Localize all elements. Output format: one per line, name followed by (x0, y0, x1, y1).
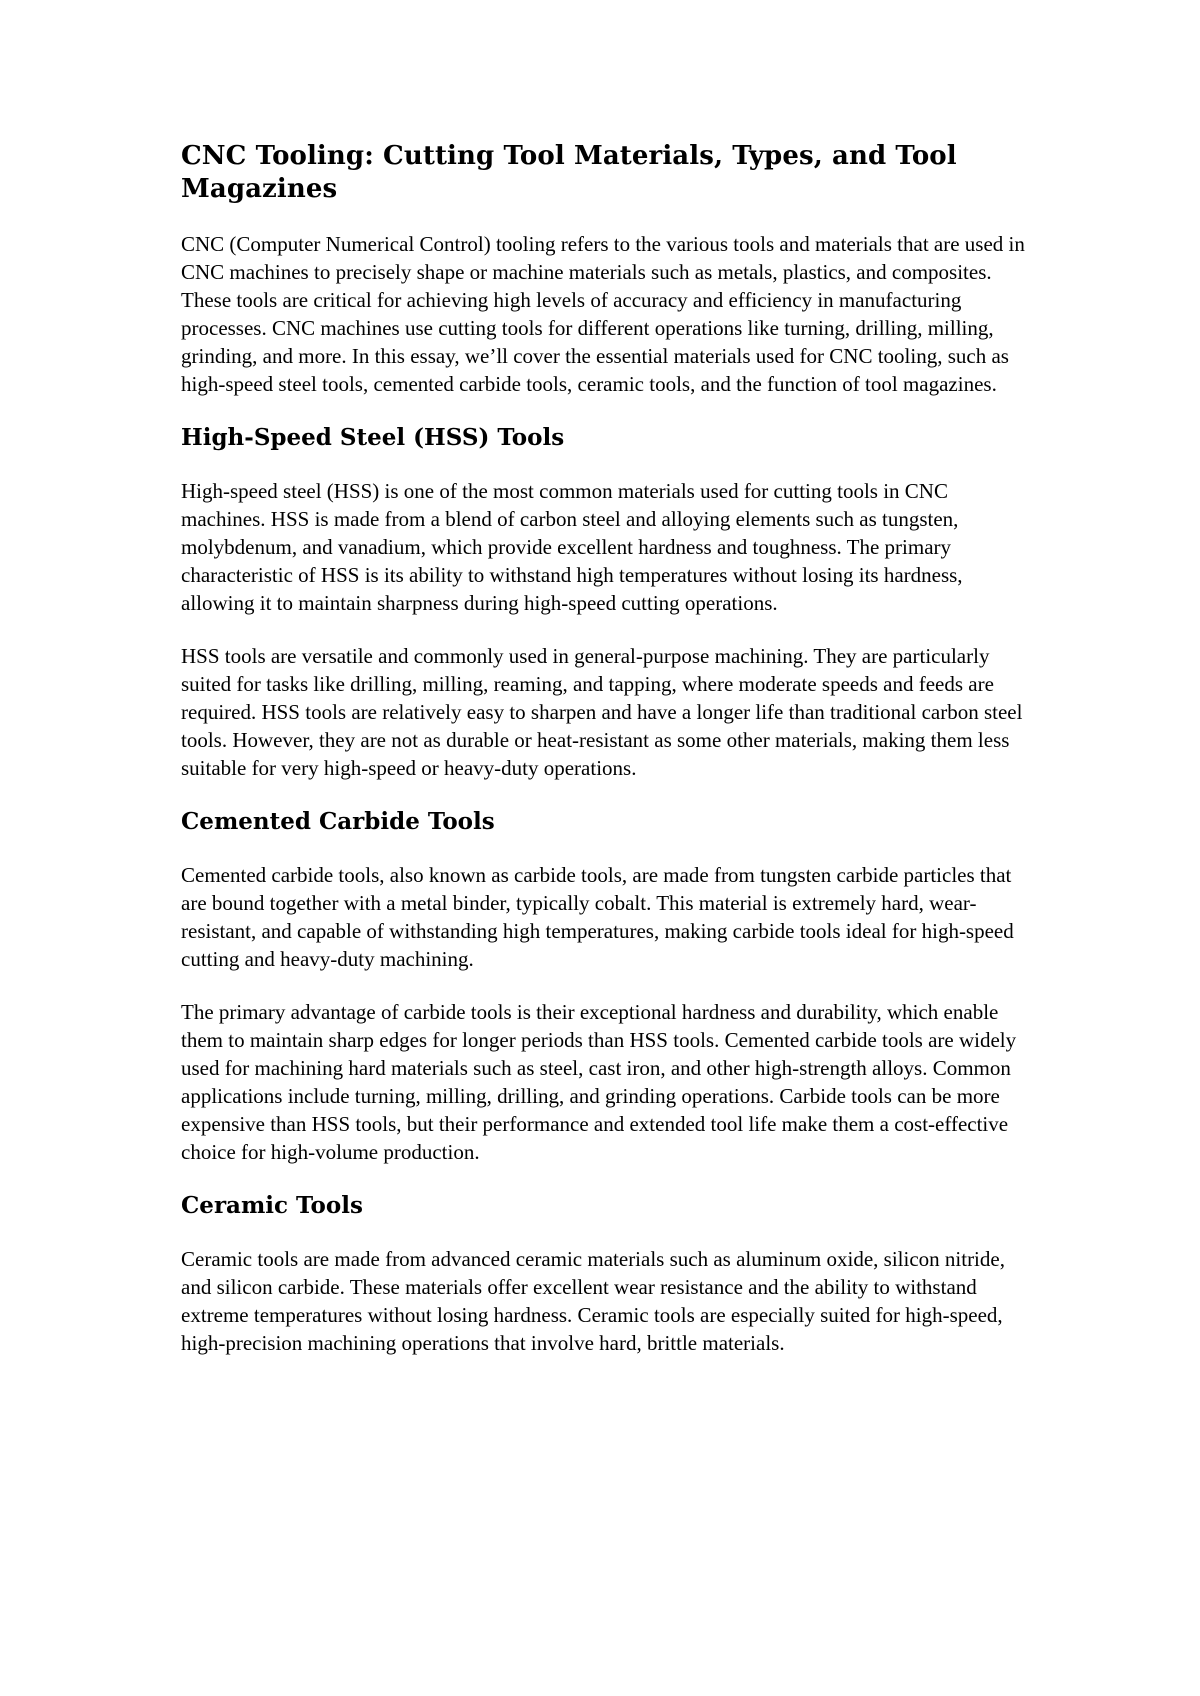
carbide-paragraph-1: Cemented carbide tools, also known as carbide tools, are made from tungsten carbide particles that are bound together with a metal binder, typically cobalt. This material is extremely hard, wear-resistant, and capable of withstanding high temperatures, making carbide tools ideal for high-speed cutting and heavy-duty machining. (181, 863, 1014, 971)
section-hss (181, 423, 1031, 782)
carbide-paragraph-2: The primary advantage of carbide tools is their exceptional hardness and durability, which enable them to maintain sharp edges for longer periods than HSS tools. Cemented carbide tools are widely used for machining hard materials such as steel, cast iron, and other high-strength alloys. Common applications include turning, milling, drilling, and grinding operations. Carbide tools can be more expensive than HSS tools, but their performance and extended tool life make them a cost-effective choice for high-volume production. (181, 1000, 1017, 1164)
document-title: CNC Tooling: Cutting Tool Materials, Types, and Tool Magazines (181, 141, 957, 204)
intro-paragraph: CNC (Computer Numerical Control) tooling refers to the various tools and materials that are used in CNC machines to precisely shape or machine materials such as metals, plastics, and composites. These tools are critical for achieving high levels of accuracy and efficiency in manufacturing processes. CNC machines use cutting tools for different operations like turning, drilling, milling, grinding, and more. In this essay, we’ll cover the essential materials used for CNC tooling, such as high-speed steel tools, cemented carbide tools, ceramic tools, and the function of tool magazines. (181, 232, 1025, 396)
section-heading-carbide: Cemented Carbide Tools (181, 808, 495, 835)
hss-paragraph-1: High-speed steel (HSS) is one of the most common materials used for cutting tools in CNC machines. HSS is made from a blend of carbon steel and alloying elements such as tungsten, molybdenum, and vanadium, which provide excellent hardness and toughness. The primary characteristic of HSS is its ability to withstand high temperatures without losing its hardness, allowing it to maintain sharpness during high-speed cutting operations. (181, 479, 963, 615)
section-carbide (181, 807, 1031, 1166)
ceramic-paragraph-1: Ceramic tools are made from advanced ceramic materials such as aluminum oxide, silicon nitride, and silicon carbide. These materials offer excellent wear resistance and the ability to withstand extreme temperatures without losing hardness. Ceramic tools are especially suited for high-speed, high-precision machining operations that involve hard, brittle materials. (181, 1247, 1005, 1355)
hss-paragraph-2: HSS tools are versatile and commonly used in general-purpose machining. They are particularly suited for tasks like drilling, milling, reaming, and tapping, where moderate speeds and feeds are required. HSS tools are relatively easy to sharpen and have a longer life than traditional carbon steel tools. However, they are not as durable or heat-resistant as some other materials, making them less suitable for very high-speed or heavy-duty operations. (181, 644, 1023, 780)
document-page (181, 140, 1031, 1382)
section-heading-hss: High-Speed Steel (HSS) Tools (181, 424, 565, 451)
section-ceramic (181, 1191, 1031, 1357)
section-heading-ceramic: Ceramic Tools (181, 1192, 363, 1219)
